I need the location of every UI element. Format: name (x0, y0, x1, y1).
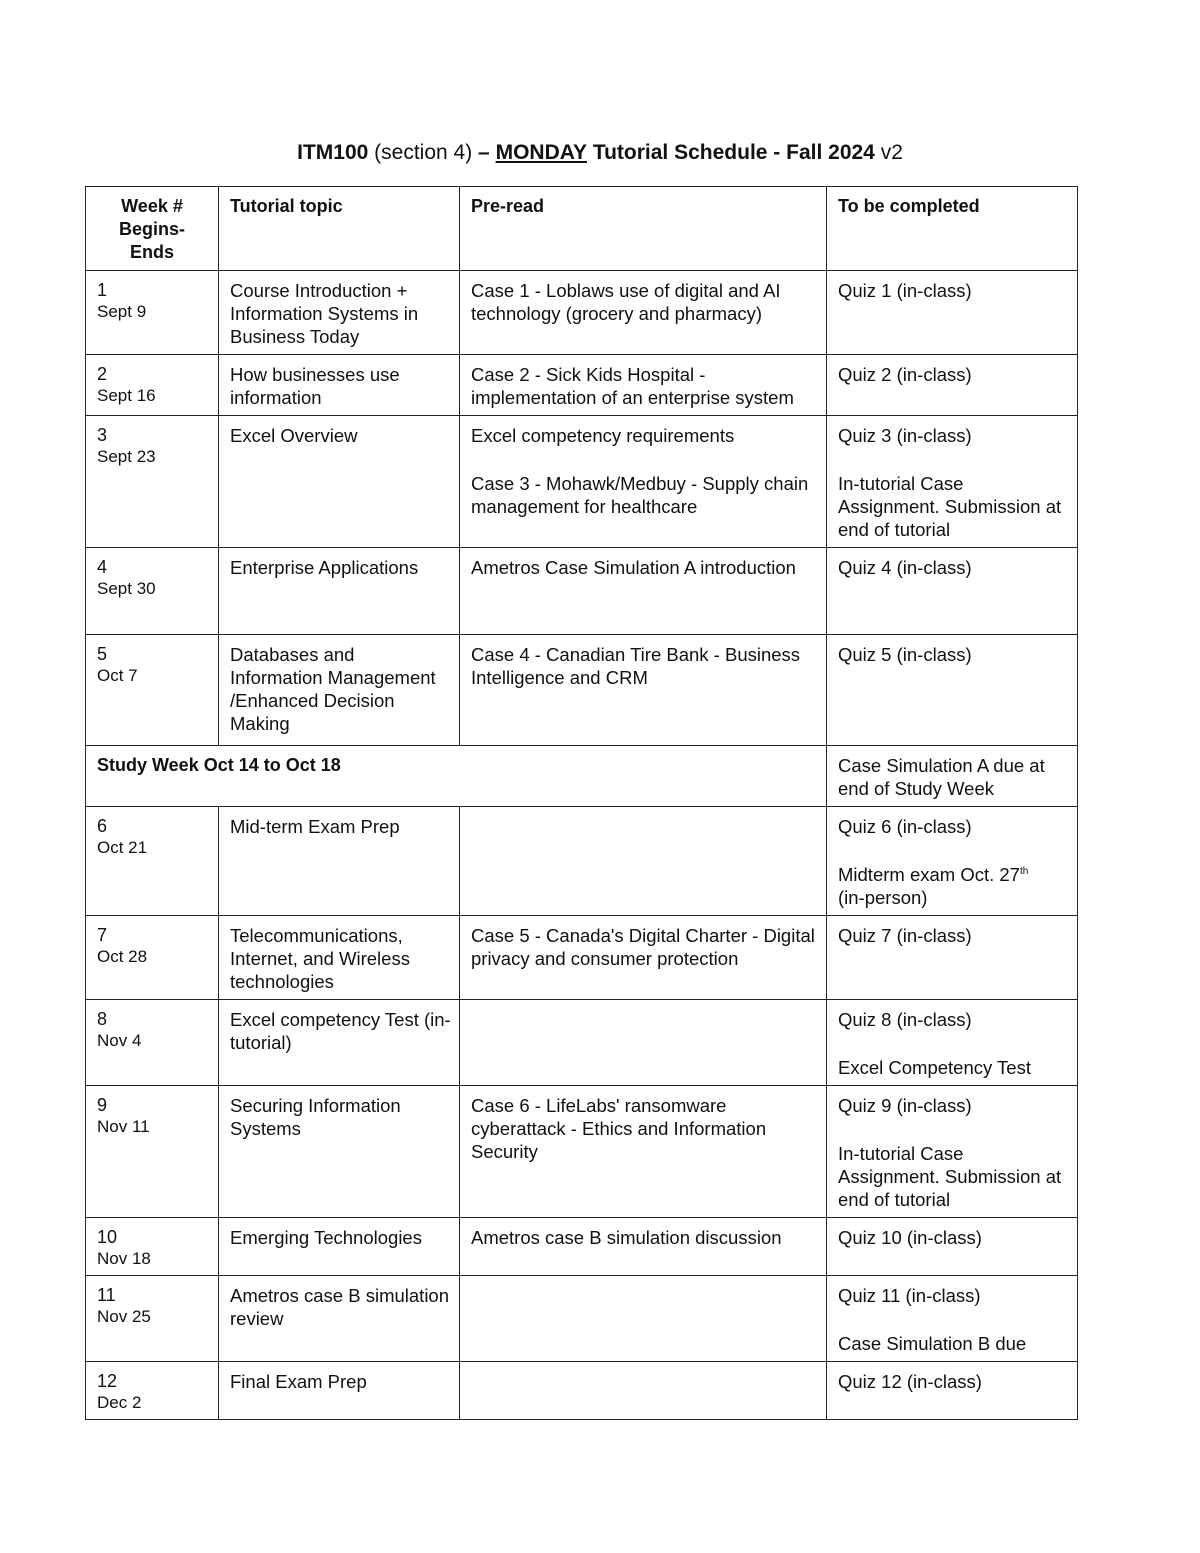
table-row (86, 1276, 1078, 1362)
table-row (86, 1000, 1078, 1086)
week-cell: 4 Sept 30 (86, 548, 219, 635)
week-cell: 10 Nov 18 (86, 1218, 219, 1276)
preread-cell (460, 1000, 827, 1086)
preread-cell: Case 5 - Canada's Digital Charter - Digital privacy and consumer protection (460, 916, 827, 1000)
complete-cell: Quiz 10 (in-class) (827, 1218, 1078, 1276)
table-row (86, 916, 1078, 1000)
topic-cell: How businesses use information (219, 355, 460, 416)
topic-cell: Ametros case B simulation review (219, 1276, 460, 1362)
week-cell: 8 Nov 4 (86, 1000, 219, 1086)
week-cell: 6 Oct 21 (86, 807, 219, 916)
study-week-label: Study Week Oct 14 to Oct 18 (86, 746, 827, 807)
preread-cell (460, 1276, 827, 1362)
header-row (86, 187, 1078, 271)
topic-cell: Final Exam Prep (219, 1362, 460, 1420)
complete-cell: Quiz 4 (in-class) (827, 548, 1078, 635)
table-row (86, 635, 1078, 746)
week-cell: 7 Oct 28 (86, 916, 219, 1000)
table-row (86, 355, 1078, 416)
week-cell: 11 Nov 25 (86, 1276, 219, 1362)
title-day: MONDAY (495, 141, 587, 164)
header-topic: Tutorial topic (219, 187, 460, 271)
preread-cell: Case 4 - Canadian Tire Bank - Business Intelligence and CRM (460, 635, 827, 746)
topic-cell: Telecommunications, Internet, and Wireless technologies (219, 916, 460, 1000)
topic-cell: Excel competency Test (in-tutorial) (219, 1000, 460, 1086)
topic-cell: Excel Overview (219, 416, 460, 548)
title-section: (section 4) (374, 141, 473, 164)
week-cell: 9 Nov 11 (86, 1086, 219, 1218)
preread-cell (460, 1362, 827, 1420)
complete-cell: Quiz 3 (in-class) In-tutorial Case Assignment. Submission at end of tutorial (827, 416, 1078, 548)
header-complete: To be completed (827, 187, 1078, 271)
table-row (86, 548, 1078, 635)
title-course: ITM100 (297, 141, 369, 164)
complete-cell: Quiz 11 (in-class) Case Simulation B due (827, 1276, 1078, 1362)
header-preread: Pre-read (460, 187, 827, 271)
complete-cell: Quiz 9 (in-class) In-tutorial Case Assignment. Submission at end of tutorial (827, 1086, 1078, 1218)
week-cell: 12 Dec 2 (86, 1362, 219, 1420)
table-row (86, 807, 1078, 916)
topic-cell: Databases and Information Management /Enhanced Decision Making (219, 635, 460, 746)
table-row (86, 1086, 1078, 1218)
complete-cell: Quiz 8 (in-class) Excel Competency Test (827, 1000, 1078, 1086)
page-title (0, 141, 1200, 165)
title-dash: – (478, 141, 490, 164)
study-week-row (86, 746, 1078, 807)
week-cell: 1 Sept 9 (86, 271, 219, 355)
preread-cell: Case 1 - Loblaws use of digital and AI technology (grocery and pharmacy) (460, 271, 827, 355)
table-row (86, 271, 1078, 355)
week-cell: 2 Sept 16 (86, 355, 219, 416)
topic-cell: Emerging Technologies (219, 1218, 460, 1276)
complete-cell: Quiz 6 (in-class) Midterm exam Oct. 27th (in-person) (827, 807, 1078, 916)
topic-cell: Mid-term Exam Prep (219, 807, 460, 916)
complete-cell: Quiz 5 (in-class) (827, 635, 1078, 746)
complete-cell: Quiz 7 (in-class) (827, 916, 1078, 1000)
table-row (86, 416, 1078, 548)
preread-cell: Ametros case B simulation discussion (460, 1218, 827, 1276)
topic-cell: Enterprise Applications (219, 548, 460, 635)
preread-cell: Ametros Case Simulation A introduction (460, 548, 827, 635)
preread-cell (460, 807, 827, 916)
table-row (86, 1218, 1078, 1276)
topic-cell: Securing Information Systems (219, 1086, 460, 1218)
topic-cell: Course Introduction + Information Systems in Business Today (219, 271, 460, 355)
table-row (86, 1362, 1078, 1420)
header-week: Week # Begins- Ends (86, 187, 219, 271)
preread-cell: Case 2 - Sick Kids Hospital - implementation of an enterprise system (460, 355, 827, 416)
preread-cell: Excel competency requirements Case 3 - Mohawk/Medbuy - Supply chain management for healthcare (460, 416, 827, 548)
preread-cell: Case 6 - LifeLabs' ransomware cyberattack - Ethics and Information Security (460, 1086, 827, 1218)
complete-cell: Quiz 1 (in-class) (827, 271, 1078, 355)
title-version: v2 (880, 141, 903, 164)
complete-cell: Quiz 12 (in-class) (827, 1362, 1078, 1420)
complete-cell: Case Simulation A due at end of Study Week (827, 746, 1078, 807)
title-rest: Tutorial Schedule - Fall 2024 (592, 141, 875, 164)
week-cell: 5 Oct 7 (86, 635, 219, 746)
week-cell: 3 Sept 23 (86, 416, 219, 548)
complete-cell: Quiz 2 (in-class) (827, 355, 1078, 416)
schedule-table (85, 186, 1078, 1420)
